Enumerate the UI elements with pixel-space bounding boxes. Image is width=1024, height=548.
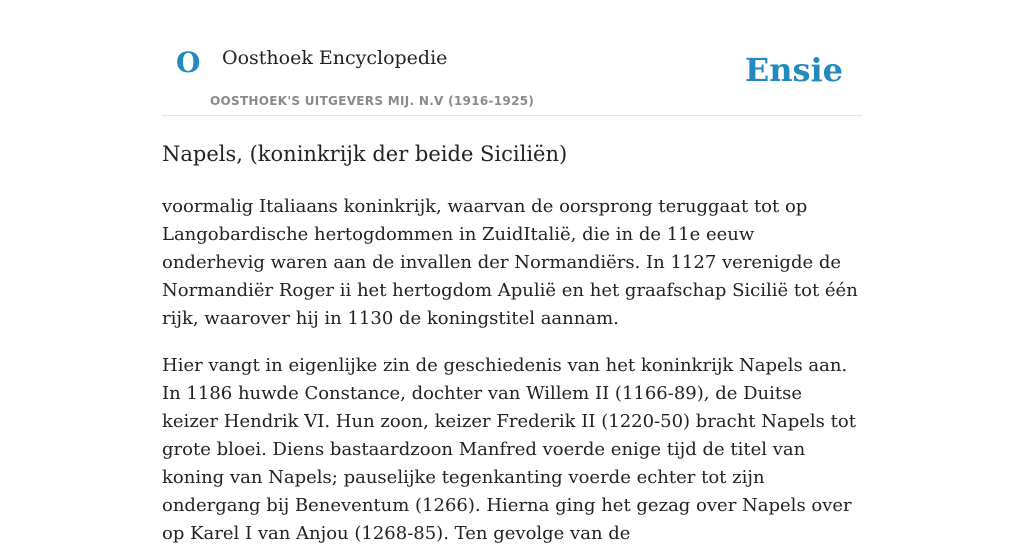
site-header bbox=[162, 0, 862, 116]
book-title-link[interactable]: Oosthoek Encyclopedie bbox=[222, 47, 448, 69]
book-logo-icon[interactable]: O bbox=[176, 46, 201, 79]
entry-title: Napels, (koninkrijk der beide Siciliën) bbox=[162, 142, 568, 166]
entry-paragraph: voormalig Italiaans koninkrijk, waarvan de oorsprong teruggaat tot op Langobardische hertogdommen in ZuidItalië, die in de 11e eeuw onderhevig waren aan de invallen der Normandiërs. In 1127 verenigde de Normandiër Roger ii het hertogdom Apulië en het graafschap Sicilië tot één rijk, waarover hij in 1130 de koningstitel aannam. bbox=[162, 196, 858, 329]
entry-paragraph: Hier vangt in eigenlijke zin de geschiedenis van het koninkrijk Napels aan. In 1186 huwde Constance, dochter van Willem II (1166-89), de Duitse keizer Hendrik VI. Hun zoon, keizer Frederik II (1220-50) bracht Napels tot grote bloei. Diens bastaardzoon Manfred voerde enige tijd de titel van koning van Napels; pauselijke tegenkanting voerde echter tot zijn ondergang bij Beneventum (1266). Hierna ging het gezag over Napels over op Karel I van Anjou (1268-85). Ten gevolge van de bbox=[162, 355, 856, 544]
entry-content bbox=[162, 140, 862, 548]
publisher-label: OOSTHOEK'S UITGEVERS MIJ. N.V (1916-1925) bbox=[210, 94, 535, 108]
ensie-logo-link[interactable]: Ensie bbox=[744, 51, 843, 89]
page bbox=[162, 0, 862, 548]
entry-body bbox=[162, 193, 862, 548]
